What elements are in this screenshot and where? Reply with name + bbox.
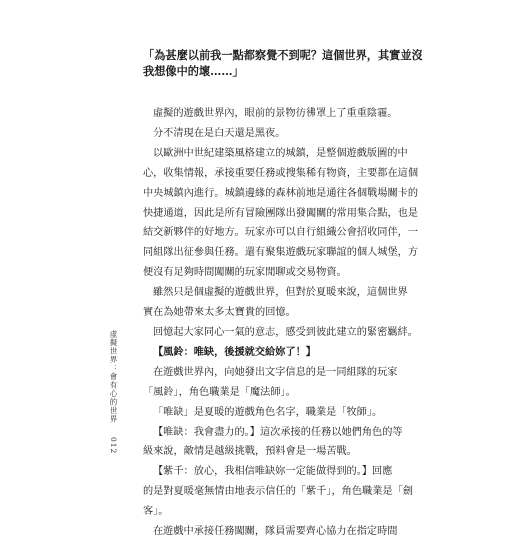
- book-title: 虛擬世界：會有心的世界: [109, 330, 118, 424]
- text-line: 分不清現在是白天還是黑夜。: [153, 127, 286, 139]
- text-line: 回憶起大家同心一氣的意志，感受到彼此建立的緊密羈絆。: [153, 326, 418, 338]
- text-line: 在遊戲中承接任務闖關，隊員需要齊心協力在指定時間: [153, 526, 398, 538]
- running-header: [108, 330, 119, 454]
- opening-quote: [143, 47, 423, 79]
- text-line: 以歐洲中世紀建築風格建立的城鎮，是整個遊戲版圖的中: [153, 147, 408, 159]
- quote-line: 「為甚麼以前我一點都察覺不到呢？這個世界，其實並沒: [143, 48, 423, 62]
- text-line: 「唯缺」是夏暖的遊戲角色名字，職業是「牧師」。: [153, 406, 383, 418]
- text-line: 快捷通道，因此是所有冒險團隊出發闖關的常用集合點，也是: [143, 207, 419, 219]
- text-line: 中央城鎮內進行。城鎮邊緣的森林前地是通往各個戰場關卡的: [143, 187, 419, 199]
- text-line: 結交新夥伴的好地方。玩家亦可以自行組織公會招收同伴，一: [143, 227, 419, 239]
- text-line: 實在為她帶來太多太寶貴的回憶。: [143, 307, 296, 319]
- body-text: [143, 104, 425, 542]
- quote-line: 我想像中的壞……」: [143, 64, 244, 78]
- text-line: 心，收集情報，承接重要任務或搜集稀有物資，主要都在這個: [143, 167, 419, 179]
- text-line: 【紫千：放心，我相信唯缺妳一定能做得到的。】回應: [153, 466, 393, 478]
- text-line: 虛擬的遊戲世界內，眼前的景物彷彿罩上了重重陰霾。: [153, 108, 398, 119]
- text-line: 「風鈴」，角色職業是「魔法師」。: [143, 386, 296, 398]
- text-line: 雖然只是個虛擬的遊戲世界，但對於夏暖來說，這個世界: [153, 287, 408, 299]
- text-line: 便沒有足夠時間闖關的玩家閒聊或交易物資。: [143, 267, 347, 279]
- text-line: 在遊戲世界內，向她發出文字信息的是一同組隊的玩家: [153, 366, 398, 378]
- page-number: 012: [109, 436, 118, 455]
- text-line: 客」。: [143, 506, 169, 518]
- text-line: 的是對夏暖毫無情由地表示信任的「紫千」，角色職業是「劍: [143, 486, 413, 498]
- text-line: 【風鈴：唯缺，後援就交給妳了！】: [153, 345, 316, 358]
- text-line: 【唯缺：我會盡力的。】這次承接的任務以她們角色的等: [153, 426, 403, 438]
- text-line: 級來說，敵情是越級挑戰，預料會是一場苦戰。: [143, 446, 357, 458]
- text-line: 同組隊出征參與任務。還有聚集遊戲玩家聯誼的個人城堡，方: [143, 247, 419, 259]
